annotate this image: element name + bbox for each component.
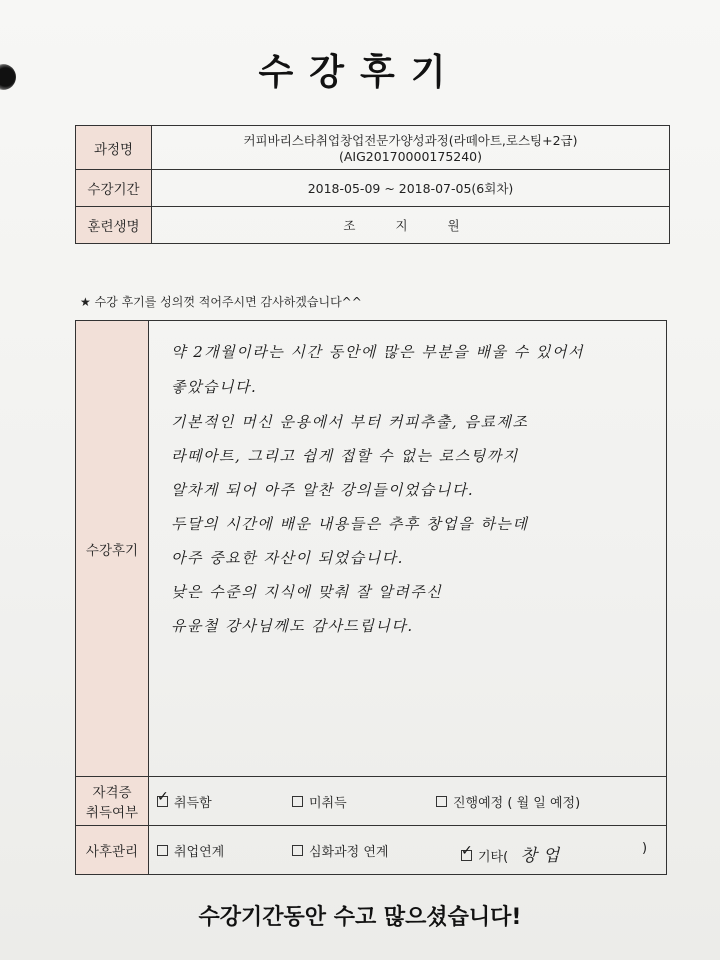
certificate-options [149,777,667,826]
trainee-signature: 조 지 원 [152,207,670,244]
followup-label: 사후관리 [76,826,149,875]
closing-message: 수강기간동안 수고 많으셨습니다! [198,905,522,930]
period-value: 2018-05-09 ~ 2018-07-05(6회차) [152,170,670,207]
checkbox-icon[interactable] [157,845,168,856]
review-line: 알차게 되어 아주 알찬 강의들이었습니다. [171,481,475,499]
review-line: 라떼아트, 그리고 쉽게 접할 수 없는 로스팅까지 [171,447,519,465]
certificate-option-acquired[interactable]: ✓취득함 [157,792,212,811]
certificate-label [76,777,149,826]
certificate-option-planned[interactable]: 진행예정 ( 월 일 예정) [436,792,580,811]
followup-option-other[interactable]: ✓ 기타( 창업 [461,841,565,866]
course-value [152,126,670,170]
followup-options [149,826,667,875]
certificate-label-line2: 취득여부 [85,805,139,821]
review-table [75,320,667,875]
checkbox-icon[interactable] [436,796,447,807]
review-line: 유윤철 강사님께도 감사드립니다. [171,617,414,635]
review-line: 아주 중요한 자산이 되었습니다. [171,549,404,567]
review-content [149,321,667,777]
review-line: 두달의 시간에 배운 내용들은 추후 창업을 하는데 [171,515,529,533]
instruction-note: ★ 수강 후기를 성의껏 적어주시면 감사하겠습니다^^ [80,295,362,309]
certificate-option-not-acquired[interactable]: 미취득 [292,792,347,811]
review-line: 좋았습니다. [171,378,258,396]
review-line: 약 2개월이라는 시간 동안에 많은 부분을 배울 수 있어서 [171,343,584,361]
checkbox-checked-icon[interactable] [461,850,472,861]
followup-option-advanced-course[interactable]: 심화과정 연계 [292,841,388,860]
other-handwritten-text: 창업 [520,846,566,866]
checkbox-icon[interactable] [292,845,303,856]
page-title: 수강후기 [258,52,462,93]
checkbox-icon[interactable] [292,796,303,807]
course-name: 커피바리스타취업창업전문가양성과정(라떼아트,로스팅+2급) [243,133,578,148]
followup-close-paren: ) [642,841,648,856]
checkbox-checked-icon[interactable] [157,796,168,807]
certificate-label-line1: 자격증 [92,785,132,801]
course-code: (AIG20170000175240) [338,149,483,164]
review-line: 낮은 수준의 지식에 맞춰 잘 알려주신 [171,583,443,601]
period-label: 수강기간 [76,170,152,207]
followup-option-employment[interactable]: 취업연계 [157,841,224,860]
course-info-table [75,125,670,244]
course-label: 과정명 [76,126,152,170]
review-label: 수강후기 [76,321,149,777]
review-line: 기본적인 머신 운용에서 부터 커피추출, 음료제조 [171,413,529,431]
trainee-label: 훈련생명 [76,207,152,244]
handwritten-review [149,321,666,776]
